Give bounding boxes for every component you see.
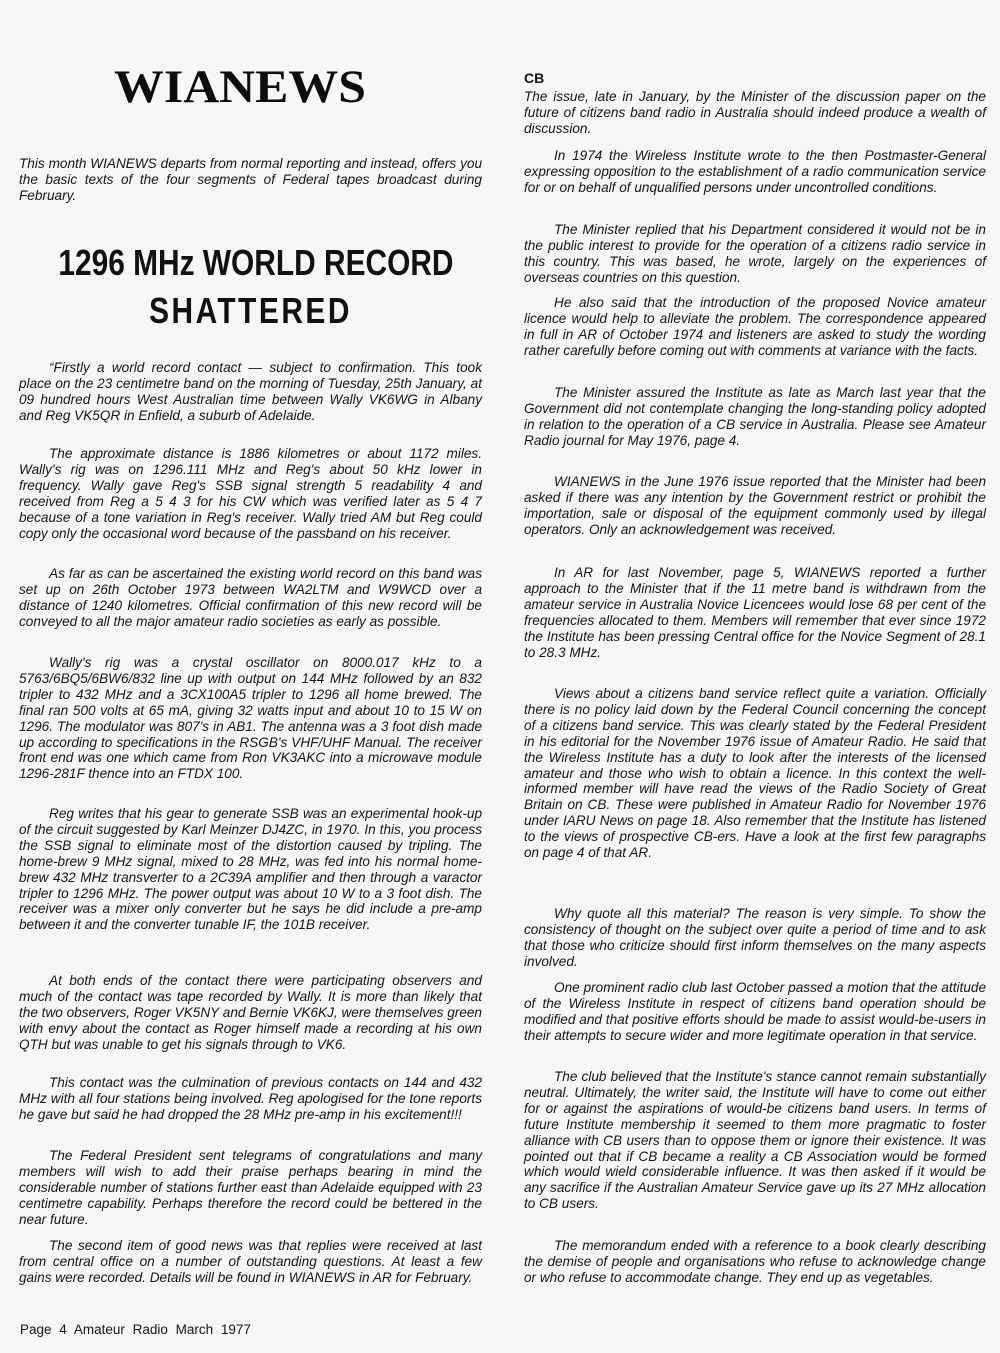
left-paragraph: This contact was the culmination of previous contacts on 144 and 432 MHz with all four stations being involved. Reg apologised for the tone reports he gave but said he had dropped the 28 MHz pre-amp in his excitement!!! [19,1075,482,1122]
right-paragraph: One prominent radio club last October passed a motion that the attitude of the Wireless Institute in respect of citizens band operation should be modified and that positive efforts should be made to assist would-be-users in their attempts to secure wider and more legitimate operation in that service. [524,980,986,1043]
right-paragraph: He also said that the introduction of the proposed Novice amateur licence would help to alleviate the problem. The correspondence appeared in full in AR of October 1974 and listeners are asked to study the wording rather carefully before coming out with comments at variance with the facts. [524,295,986,358]
right-paragraph: The Minister replied that his Department considered it would not be in the public interest to provide for the operation of a citizens radio service in this country. This was based, he wrote, largely on the experiences of overseas countries on this question. [524,222,986,285]
right-paragraph: The club believed that the Institute's stance cannot remain substantially neutral. Ultimately, the writer said, the Institute will have to come out either for or against the aspirations of would-be citizens band users. In terms of future Institute membership it seemed to them more pragmatic to foster alliance with CB users than to oppose them or ignore their existence. It was pointed out that if CB became a reality a CB Association would be formed which would wield considerable influence. It was then asked if it would be any sacrifice if the Australian Amateur Service gave up its 27 MHz allocation to CB users. [524,1069,986,1212]
masthead-title: WIANEWS [114,61,366,113]
left-paragraph: The second item of good news was that replies were received at last from central office on a number of outstanding questions. At least a few gains were recorded. Details will be found in WIANEWS in AR for February. [19,1238,482,1285]
right-paragraph: In AR for last November, page 5, WIANEWS reported a further approach to the Minister that if the 11 metre band is withdrawn from the amateur service in Australia Novice Licencees would lose 68 per cent of the frequencies allocated to them. Members will remember that ever since 1972 the Institute has been pressing Central office for the Novice Segment of 28.1 to 28.3 MHz. [524,565,986,660]
section-heading-cb: CB [524,70,545,86]
left-paragraph: “Firstly a world record contact — subject to confirmation. This took place on the 23 centimetre band on the morning of Tuesday, 25th January, at 09 hundred hours West Australian time between Wally VK6WG in Albany and Reg VK5QR in Enfield, a suburb of Adelaide. [19,360,482,423]
headline-line-1: 1296 MHz WORLD RECORD [58,242,454,283]
right-paragraph: Views about a citizens band service reflect quite a variation. Officially there is no policy laid down by the Federal Council concerning the concept of a citizens band service. This was clearly stated by the Federal President in his editorial for the November 1976 issue of Amateur Radio. He said that the Wireless Institute has a duty to look after the interests of the licensed amateur and those who wish to obtain a licence. In this context the well-informed member will have read the views of the Radio Society of Great Britain on CB. These were published in Amateur Radio for November 1976 under IARU News on page 18. Also remember that the Institute has listened to the views of prospective CB-ers. Have a look at the first few paragraphs on page 4 of that AR. [524,686,986,861]
intro-paragraph: This month WIANEWS departs from normal reporting and instead, offers you the basic texts of the four segments of Federal tapes broadcast during February. [19,156,482,203]
footer-page-number: Page 4 [20,1322,67,1337]
footer-issue: March 1977 [175,1322,251,1337]
left-paragraph: Wally's rig was a crystal oscillator on 8000.017 kHz to a 5763/6BQ5/6BW6/832 line up with output on 144 MHz followed by an 832 tripler to 432 MHz and a 3CX100A5 tripler to 1296 all home brewed. The final ran 500 volts at 65 mA, giving 32 watts input and about 10 to 15 W on 1296. The modulator was 807's in AB1. The antenna was a 3 foot dish made up according to specifications in the RSGB's VHF/UHF Manual. The receiver front end was one which came from Ron VK3AKC into a microwave module 1296-281F thence into an FTDX 100. [19,655,482,782]
right-paragraph: The issue, late in January, by the Minister of the discussion paper on the future of citizens band radio in Australia should indeed produce a wealth of discussion. [524,89,986,136]
left-paragraph: Reg writes that his gear to generate SSB was an experimental hook-up of the circuit suggested by Karl Meinzer DJ4ZC, in 1970. In this, you process the SSB signal to eliminate most of the distortion caused by tripling. The home-brew 9 MHz signal, mixed to 28 MHz, was fed into his normal home-brew 432 MHz transverter to a 2C39A amplifier and then through a varactor tripler to 1296 MHz. The power output was about 10 W to a 3 foot dish. The receiver was a mixer only converter but he says he did include a pre-amp between it and the converter tunable IF, the 101B receiver. [19,806,482,933]
right-paragraph: In 1974 the Wireless Institute wrote to the then Postmaster-General expressing opposition to the establishment of a radio communication service for or on behalf of unqualified persons under uncontrolled conditions. [524,148,986,195]
footer-publication: Amateur Radio [73,1322,168,1337]
right-paragraph: The Minister assured the Institute as late as March last year that the Government did not contemplate changing the long-standing policy adopted in relation to the operation of a CB service in Australia. Please see Amateur Radio journal for May 1976, page 4. [524,385,986,448]
left-paragraph: As far as can be ascertained the existing world record on this band was set up on 26th October 1973 between WA2LTM and W9WCD over a distance of 1240 kilometres. Official confirmation of this new record will be conveyed to all the major amateur radio societies as early as possible. [19,566,482,629]
right-paragraph: WIANEWS in the June 1976 issue reported that the Minister had been asked if there was any intention by the Government restrict or prohibit the importation, sale or disposal of the equipment commonly used by illegal operators. Only an acknowledgement was received. [524,474,986,537]
page-footer [20,1322,251,1337]
left-paragraph: At both ends of the contact there were participating observers and much of the contact was tape recorded by Wally. It is more than likely that the two observers, Roger VK5NY and Bernie VK6KJ, were themselves green with envy about the contact as Roger himself made a recording at his own QTH but was unable to get his signals through to VK6. [19,973,482,1052]
right-paragraph: Why quote all this material? The reason is very simple. To show the consistency of thought on the subject over quite a period of time and to ask that those who criticize should first inform themselves on the many aspects involved. [524,906,986,969]
left-paragraph: The approximate distance is 1886 kilometres or about 1172 miles. Wally's rig was on 1296.111 MHz and Reg's about 50 kHz lower in frequency. Wally gave Reg's SSB signal strength 5 readability 4 and received from Reg a 5 4 3 for his CW which was verified later as 5 4 7 because of a tone variation in Reg's receiver. Wally tried AM but Reg could copy only the occasional word because of the passband on his receiver. [19,446,482,541]
left-paragraph: The Federal President sent telegrams of congratulations and many members will wish to add their praise perhaps bearing in mind the considerable number of stations further east than Adelaide equipped with 23 centimetre capability. Perhaps therefore the record could be bettered in the near future. [19,1148,482,1227]
headline-line-2: SHATTERED [149,290,352,331]
right-paragraph: The memorandum ended with a reference to a book clearly describing the demise of people and organisations who refuse to acknowledge change or who refuse to accommodate change. They end up as vegetables. [524,1238,986,1285]
